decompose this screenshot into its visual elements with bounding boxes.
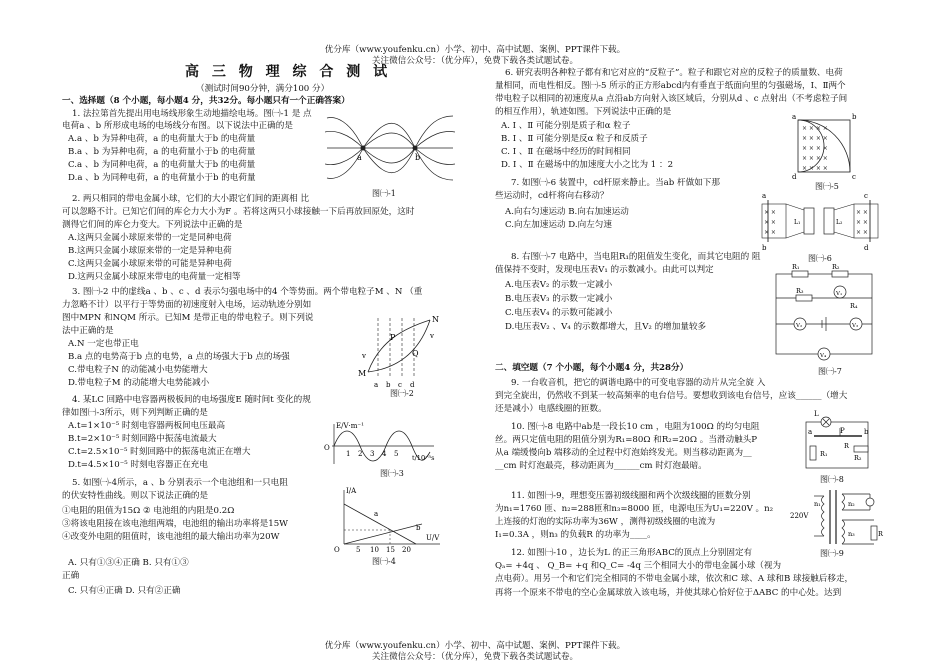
text-line: A.向右匀速运动 B.向右加速运动 xyxy=(505,207,629,217)
text-line: C.向左加速运动 D.向左匀速 xyxy=(505,220,612,230)
figure-voltmeter-circuit xyxy=(770,262,880,368)
figure-caption: 图㈠-6 xyxy=(808,254,832,263)
resistor-R2-label: R₂ xyxy=(832,263,840,271)
axis-y-label: E/V·m⁻¹ xyxy=(336,422,364,430)
text-line: B.a 、b 为异种电荷，a 的电荷量小于b 的电荷量 xyxy=(68,147,256,157)
section-fill: 二、填空题（7 个小题，每个小题4 分，共28分） xyxy=(495,363,689,373)
rod-d-label: d xyxy=(864,244,869,252)
text-line: 上连接的灯泡的实际功率为36W ，测得初级线圈的电流为 xyxy=(495,517,716,527)
text-line: 可以忽略不计。已知它们间的库仑力大小为F 。若将这两只小球接触一下后再放回原处，这时 xyxy=(62,207,415,217)
svg-text:× ×: × × xyxy=(764,219,776,226)
resistor-R1-label: R₁ xyxy=(820,450,828,458)
text-line: 正确 xyxy=(62,571,80,581)
corner-c-label: c xyxy=(852,173,856,180)
text-line: 值保持不变时，发现电压表V₁ 的示数减小。由此可以判定 xyxy=(495,265,714,275)
text-line: Qₐ= +4q 、 Q_B= +q 和Q_C= -4q 三个相同大小的带电金属小球（视为 xyxy=(495,561,782,571)
figure-field-lines xyxy=(325,110,455,188)
text-line: 12. 如图㈠-10 ，边长为L 的正三角形ABC的顶点上分别固定有 xyxy=(511,548,753,558)
page-footer-line2: 关注微信公众号：（优分库），免费下载各类试题试卷。 xyxy=(371,652,579,662)
exam-subtitle: （测试时间90分钟，满分100 分） xyxy=(196,84,330,94)
surface-a-label: a xyxy=(374,381,379,389)
text-line: D.带电粒子M 的动能增大电势能减小 xyxy=(68,378,210,388)
text-line: 带电粒子以相同的初速度从a 点沿ab方向射入该区域后，分别从d 、c 点射出（不考虑粒子间 xyxy=(495,94,848,104)
velocity-label: v xyxy=(362,352,366,360)
load-R-label: R xyxy=(878,530,883,538)
svg-text:× × × ×: × × × × xyxy=(802,155,828,162)
voltmeter-V3-label: V₃ xyxy=(852,323,859,329)
text-line: 丝。两只定值电阻的阻值分别为R₁=80Ω 和R₂=20Ω 。当滑动触头P xyxy=(495,435,758,445)
text-line: B.t=2×10⁻⁵ 时刻回路中振荡电流最大 xyxy=(68,434,217,444)
tick-label: 5 xyxy=(394,450,399,458)
page-footer-line1: 优分库（www.youfenku.cn）小学、初中、高中试题、案例、PPT课件下载。 xyxy=(324,641,626,651)
coil-n1-label: n₁ xyxy=(814,500,821,508)
axis-y-label: I/A xyxy=(346,487,357,495)
surface-c-label: c xyxy=(398,381,402,389)
text-line: 力忽略不计）以平行于等势面的初速度射入电场，运动轨迹分别如 xyxy=(62,300,312,310)
resistor-R1-label: R₁ xyxy=(792,263,800,271)
velocity-label: v xyxy=(430,332,434,340)
text-line: 律如图㈠-3所示，则下列判断正确的是 xyxy=(62,408,208,418)
figure-resistance-wire xyxy=(800,406,875,474)
text-line: 1. 法拉第首先提出用电场线形象生动地描绘电场。图㈠-1 是 点 xyxy=(72,109,312,119)
point-N-label: N xyxy=(432,315,439,324)
text-line: ①电阻的阻值为15Ω ② 电池组的内阻是0.2Ω xyxy=(62,506,235,516)
text-line: I₁=0.3A ，则n₃ 的负载R 的功率为____。 xyxy=(495,530,656,540)
charge-b-label: b xyxy=(415,153,421,162)
text-line: 为n₁=1760 匝、n₂=288匝和n₃=8000 匝，电源电压为U₁=220V 。n₂ xyxy=(495,504,774,514)
end-a-label: a xyxy=(808,428,813,436)
resistor-R3-label: R₃ xyxy=(796,287,804,295)
text-line: 11. 如图㈠-9，理想变压器初级线圈和两个次级线圈的匝数分别 xyxy=(511,491,751,501)
surface-b-label: b xyxy=(386,381,391,389)
svg-text:× ×: × × xyxy=(764,229,776,236)
voltmeter-V1-label: V₁ xyxy=(836,291,843,297)
figure-caption: 图㈠-7 xyxy=(818,367,842,376)
text-line: 2. 两只相同的带电金属小球，它们的大小跟它们间的距离相 比 xyxy=(72,194,310,204)
text-line: A.电压表V₂ 的示数一定减小 xyxy=(505,280,613,290)
text-line: C.电压表V₄ 的示数可能减小 xyxy=(505,308,613,318)
axis-x-label: U/V xyxy=(426,534,440,542)
text-line: 8. 右图㈠-7 电路中，当电阻R₁的阻值发生变化，而其它电阻的 阻 xyxy=(511,252,761,262)
rod-c-label: c xyxy=(864,192,868,200)
text-line: A. 只有①③④正确 B. 只有①③ xyxy=(68,558,189,568)
text-line: D.这两只金属小球原来带电的电荷量一定相等 xyxy=(68,272,241,282)
corner-b-label: b xyxy=(852,113,857,121)
rod-a-label: a xyxy=(762,192,767,200)
text-line: A.t=1×10⁻⁵ 时刻电容器两板间电压最高 xyxy=(68,421,226,431)
voltmeter-V4-label: V₄ xyxy=(820,353,827,359)
figure-caption: 图㈠-4 xyxy=(372,557,396,566)
line-a-label: a xyxy=(374,510,379,518)
point-P-label: P xyxy=(390,333,396,342)
text-line: A.a 、b 为异种电荷，a 的电荷量大于b 的电荷量 xyxy=(68,134,256,144)
text-line: 7. 如图㈠-6 装置中，cd杆原来静止。当ab 杆做如下那 xyxy=(511,178,720,188)
figure-caption: 图㈠-2 xyxy=(390,389,414,398)
text-line: B. I 、Ⅱ 可能分别是反α 粒子和反质子 xyxy=(501,134,648,144)
figure-caption: 图㈠-1 xyxy=(372,189,396,198)
text-line: __cm 时灯泡最亮，移动距离为______cm 时灯泡最暗。 xyxy=(495,461,707,471)
text-line: C. I 、Ⅱ 在磁场中经历的时间相同 xyxy=(501,147,631,157)
page-header-line2: 关注微信公众号：（优分库），免费下载各类试题试卷。 xyxy=(371,56,579,66)
tick-label: 20 xyxy=(402,546,411,554)
text-line: B.a 点的电势高于b 点的电势，a 点的场强大于b 点的场强 xyxy=(68,352,290,362)
text-line: A.N 一定也带正电 xyxy=(68,339,139,349)
text-line: 10. 图㈠-8 电路中ab是一段长10 cm ，电阻为100Ω 的均匀电阻 xyxy=(511,422,760,432)
origin-label: O xyxy=(324,444,330,452)
text-line: D. I 、Ⅱ 在磁场中的加速度大小之比为 1 ：2 xyxy=(501,160,674,170)
text-line: 到完全旋出，仍然收不到某一较高频率的电台信号。要想收到该电台信号，应该______（增大 xyxy=(495,391,848,401)
corner-a-label: a xyxy=(792,113,797,121)
text-line: 4. 某LC 回路中电容器两极板间的电场强度E 随时间t 变化的规 xyxy=(72,395,311,405)
svg-text:× × × ×: × × × × xyxy=(802,135,828,142)
figure-caption: 图㈠-8 xyxy=(820,475,844,484)
text-line: B.这两只金属小球原来带的一定是异种电荷 xyxy=(68,246,232,256)
text-line: C.带电粒子N 的动能减小电势能增大 xyxy=(68,365,208,375)
corner-d-label: d xyxy=(792,173,797,180)
slider-P-label: P xyxy=(840,427,845,435)
origin-label: O xyxy=(334,546,340,554)
resistor-R-label: R xyxy=(844,442,849,450)
text-line: 的相互作用），轨迹如图。下列说法中正确的是 xyxy=(495,107,672,117)
tick-label: 10 xyxy=(370,546,379,554)
svg-text:× ×: × × xyxy=(856,209,868,216)
text-line: 法中正确的是 xyxy=(62,326,114,336)
point-Q-label: Q xyxy=(412,349,419,358)
svg-text:× ×: × × xyxy=(856,229,868,236)
coil-n2-label: n₂ xyxy=(848,500,855,508)
figure-rails-coils xyxy=(760,190,880,252)
section-choice: 一、选择题（8 个小题，每小题4 分，共32分。每小题只有一个正确答案） xyxy=(62,96,350,106)
svg-text:× ×: × × xyxy=(856,219,868,226)
svg-text:× × × ×: × × × × xyxy=(802,165,828,172)
text-line: 3. 图㈠-2 中的虚线a 、b 、c 、d 表示匀强电场中的4 个等势面。两个带电粒子M 、N （重 xyxy=(72,287,423,297)
charge-a-label: a xyxy=(357,153,362,162)
text-line: C.这两只金属小球原来带的可能是异种电荷 xyxy=(68,259,232,269)
svg-text:× × × ×: × × × × xyxy=(802,125,828,132)
figure-I-U-graph xyxy=(330,484,445,556)
text-line: C.t=2.5×10⁻⁵ 时刻回路中的振荡电流正在增大 xyxy=(68,447,251,457)
text-line: 些运动时，cd杆将向右移动？ xyxy=(495,191,609,201)
figure-E-t-graph xyxy=(322,420,442,468)
text-line: B.电压表V₃ 的示数一定减小 xyxy=(505,294,613,304)
text-line: C.a 、b 为同种电荷，a 的电荷量大于b 的电荷量 xyxy=(68,160,256,170)
coil-L2-label: L₂ xyxy=(836,219,843,226)
text-line: ④改变外电阻的阻值时，该电池组的最大输出功率为20W xyxy=(62,532,280,542)
text-line: 从a 端缓慢向b 端移动的全过程中灯泡始终发光。则当移动距离为__ xyxy=(495,448,752,458)
resistor-R2-label: R₂ xyxy=(854,454,862,462)
text-line: 再将一个原来不带电的空心金属球放入该电场，并使其球心恰好位于ΔABC 的中心处。达到 xyxy=(495,588,842,598)
rod-b-label: b xyxy=(762,244,767,252)
page-header-line1: 优分库（www.youfenku.cn）小学、初中、高中试题、案例、PPT课件下载。 xyxy=(324,45,626,55)
text-line: 量相同，而电性相反。图㈠-5 所示的正方形abcd内有垂直于纸面向里的匀强磁场，I、Ⅱ两个 xyxy=(495,81,846,91)
text-line: ③将该电阻接在该电池组两端，电池组的输出功率将是15W xyxy=(62,519,289,529)
coil-n3-label: n₃ xyxy=(848,530,855,538)
voltmeter-V2-label: V₂ xyxy=(796,323,803,329)
tick-label: 15 xyxy=(386,546,395,554)
text-line: 点电荷）。用另一个和它们完全相同的不带电金属小球，依次和C 球、A 球和B 球接触后移走， xyxy=(495,574,854,584)
resistor-R4-label: R₄ xyxy=(850,302,858,310)
end-b-label: b xyxy=(864,428,869,436)
lamp-L-label: L xyxy=(814,410,819,418)
figure-caption: 图㈠-9 xyxy=(820,549,844,558)
text-line: 电荷a 、b 所形成电场的电场线分布图。以下说法中正确的是 xyxy=(62,121,293,131)
figure-transformer xyxy=(790,486,885,548)
figure-caption: 图㈠-5 xyxy=(815,182,839,191)
text-line: A.这两只金属小球原来带的一定是同种电荷 xyxy=(68,233,232,243)
text-line: C. 只有④正确 D. 只有②正确 xyxy=(68,586,181,596)
text-line: 9. 一台收音机，把它的调谐电路中的可变电容器的动片从完全旋 入 xyxy=(511,378,766,388)
text-line: D.t=4.5×10⁻⁵ 时刻电容器正在充电 xyxy=(68,460,208,470)
figure-equipotential xyxy=(350,310,440,390)
line-b-label: b xyxy=(416,524,421,532)
point-M-label: M xyxy=(358,369,367,378)
coil-L1-label: L₁ xyxy=(794,219,801,226)
exam-title: 高 三 物 理 综 合 测 试 xyxy=(185,64,392,80)
text-line: 图中MPN 和NQM 所示。已知M 是带正电的带电粒子。则下列说 xyxy=(62,313,314,323)
text-line: A. I 、Ⅱ 可能分别是质子和α 粒子 xyxy=(501,121,631,131)
text-line: 还是减小）电感线圈的匝数。 xyxy=(495,404,607,414)
tick-label: 1 xyxy=(346,450,351,458)
figure-magnetic-square xyxy=(790,112,860,180)
figure-caption: 图㈠-3 xyxy=(380,469,404,478)
tick-label: 3 xyxy=(370,450,375,458)
voltage-label: 220V xyxy=(790,512,809,520)
svg-text:× ×: × × xyxy=(764,209,776,216)
svg-text:× × × ×: × × × × xyxy=(802,145,828,152)
surface-d-label: d xyxy=(410,381,415,389)
tick-label: 4 xyxy=(382,450,387,458)
text-line: 6. 研究表明各种粒子都有和它对应的“反粒子”。粒子和跟它对应的反粒子的质量数、电荷 xyxy=(505,68,843,78)
text-line: 5. 如图㈠-4所示，a 、b 分别表示一个电池组和一只电阻 xyxy=(72,478,288,488)
axis-x-label: t/10⁻⁵s xyxy=(412,454,435,462)
text-line: D.电压表V₂ 、V₄ 的示数都增大，且V₂ 的增加量较多 xyxy=(505,322,707,332)
tick-label: 5 xyxy=(356,546,361,554)
text-line: 测得它们间的库仑力变大。下列说法中正确的是 xyxy=(62,220,243,230)
tick-label: 2 xyxy=(358,450,363,458)
text-line: D.a 、b 为同种电荷，a 的电荷量小于b 的电荷量 xyxy=(68,173,256,183)
text-line: 的伏安特性曲线。则以下说法正确的是 xyxy=(62,491,209,501)
